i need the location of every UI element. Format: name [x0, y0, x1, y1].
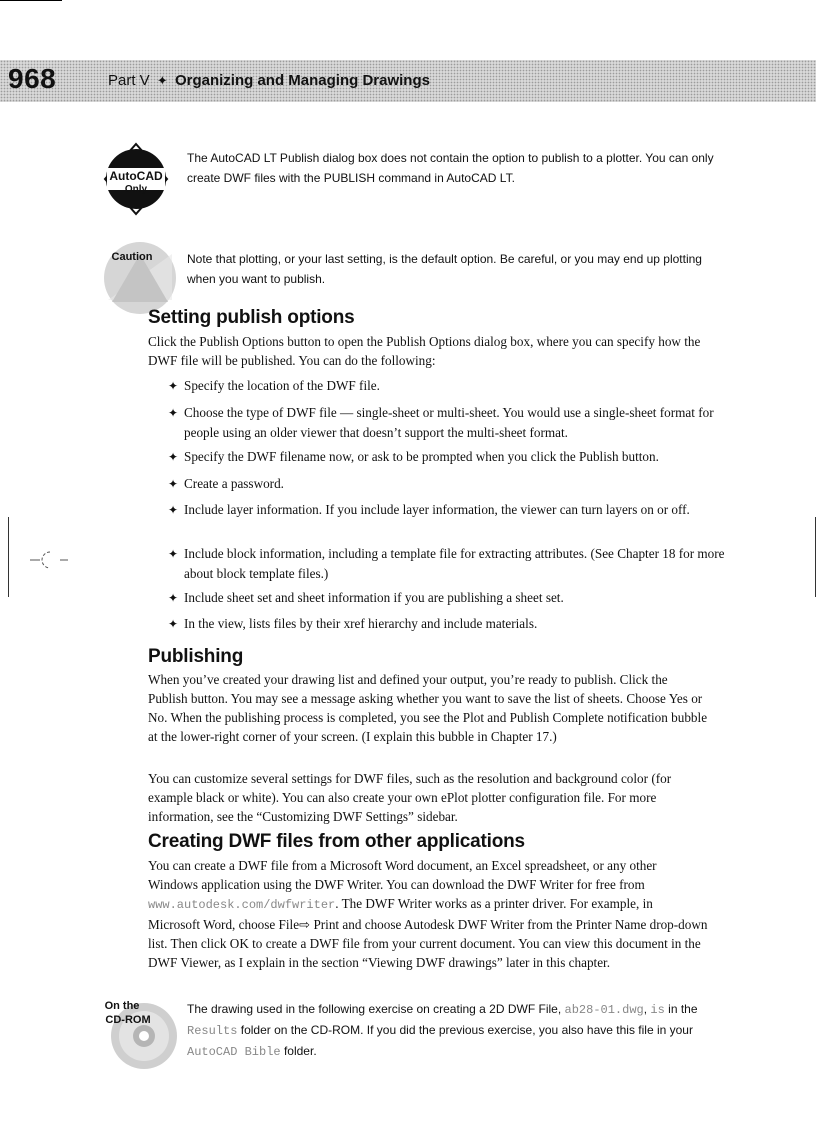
heading-setting-publish-options: Setting publish options	[148, 307, 355, 328]
publishing-paragraph-2: You can customize several settings for DWF files, such as the resolution and background color (for example black or white). You can also create your own ePlot plotter configuration file. For more information, see the “Customizing DWF Settings” sidebar.	[148, 771, 672, 824]
autocad-bible-folder-name: AutoCAD Bible	[187, 1045, 281, 1059]
bullet-diamond-icon: ✦	[168, 406, 179, 420]
bullet-diamond-icon: ✦	[168, 450, 179, 464]
list-item: ✦ Include layer information. If you include layer information, the viewer can turn layers on or off.	[168, 500, 729, 520]
part-label: Part V	[108, 72, 150, 89]
cd-rom-icon-label: On the	[104, 1000, 140, 1012]
list-item: ✦ Specify the DWF filename now, or ask to be prompted when you click the Publish button.	[168, 447, 729, 467]
list-item: ✦ Include block information, including a template file for extracting attributes. (See Chapter 18 for more about block template files.)	[168, 546, 725, 581]
dwf-writer-url: www.autodesk.com/dwfwriter	[148, 898, 336, 912]
cd-rom-note-text: The drawing used in the following exercise on creating a 2D DWF File, ab28-01.dwg, is in the Results folder on the CD-ROM. If you did the previous exercise, you also have this file in your AutoCAD Bible folder.	[187, 1002, 698, 1059]
autocad-only-note-text: The AutoCAD LT Publish dialog box does not contain the option to publish to a plotter. You can only create DWF files with the PUBLISH command in AutoCAD LT.	[187, 151, 714, 185]
bullet-diamond-icon: ✦	[168, 503, 179, 517]
autocad-only-icon	[103, 142, 169, 216]
caution-note-text: Note that plotting, or your last setting, is the default option. Be careful, or you may end up plotting when you want to publish.	[187, 252, 702, 286]
diamond-separator-icon: ✦	[156, 73, 168, 88]
running-head	[108, 72, 430, 89]
caution-icon	[102, 240, 178, 316]
menu-arrow-icon: ⇨	[299, 917, 311, 932]
other-apps-paragraph: You can create a DWF file from a Microsoft Word document, an Excel spreadsheet, or any other Windows application using the DWF Writer. You can download the DWF Writer for free from www.autodesk.com/dwfwriter. The DWF Writer works as a printer driver. For example, in Microsoft Word, choose File⇨ Print and choose Autodesk DWF Writer from the Printer Name drop-down list. Then click OK to create a DWF file from your current document. You can view this document in the DWF Viewer, as I explain in the section “Viewing DWF drawings” later in this chapter.	[148, 858, 708, 970]
publishing-paragraph-1: When you’ve created your drawing list and defined your output, you’re ready to publish. Click the Publish button. You may see a message asking whether you want to save the list of sheets. Choose Yes or No. When the publishing process is completed, you see the Plot and Publish Complete notification bubble at the lower-right corner of your screen. (I explain this bubble in Chapter 17.)	[148, 672, 708, 744]
heading-creating-dwf-from-other-apps: Creating DWF files from other applications	[148, 831, 525, 852]
cd-rom-icon-label-2: CD-ROM	[105, 1014, 151, 1026]
list-item: ✦ Include sheet set and sheet information if you are publishing a sheet set.	[168, 588, 729, 608]
cd-rom-icon	[104, 994, 180, 1070]
bullet-diamond-icon: ✦	[168, 617, 179, 631]
page-number: 968	[8, 63, 57, 94]
chapter-part-title: Organizing and Managing Drawings	[174, 72, 430, 89]
crop-mark	[0, 0, 62, 1]
bullet-diamond-icon: ✦	[168, 547, 179, 561]
list-item: ✦ Specify the location of the DWF file.	[168, 376, 729, 396]
results-folder-name: Results	[187, 1024, 238, 1038]
list-item: ✦ Create a password.	[168, 474, 729, 494]
bullet-diamond-icon: ✦	[168, 591, 179, 605]
publish-options-intro: Click the Publish Options button to open the Publish Options dialog box, where you can specify how the DWF file will be published. You can do the following:	[148, 334, 701, 368]
autocad-only-icon-label-2: Only	[124, 184, 148, 195]
exercise-filename: ab28-01.dwg	[564, 1003, 644, 1017]
caution-icon-label: Caution	[111, 251, 153, 263]
crop-line-left	[8, 517, 9, 597]
list-item: ✦ In the view, lists files by their xref hierarchy and include materials.	[168, 614, 729, 634]
registration-mark-icon	[28, 548, 72, 572]
autocad-only-icon-label: AutoCAD	[109, 169, 163, 183]
bullet-diamond-icon: ✦	[168, 379, 179, 393]
heading-publishing: Publishing	[148, 646, 244, 667]
bullet-diamond-icon: ✦	[168, 477, 179, 491]
list-item: ✦ Choose the type of DWF file — single-sheet or multi-sheet. You would use a single-sheet format for people using an older viewer that doesn’t support the multi-sheet format.	[168, 405, 714, 440]
